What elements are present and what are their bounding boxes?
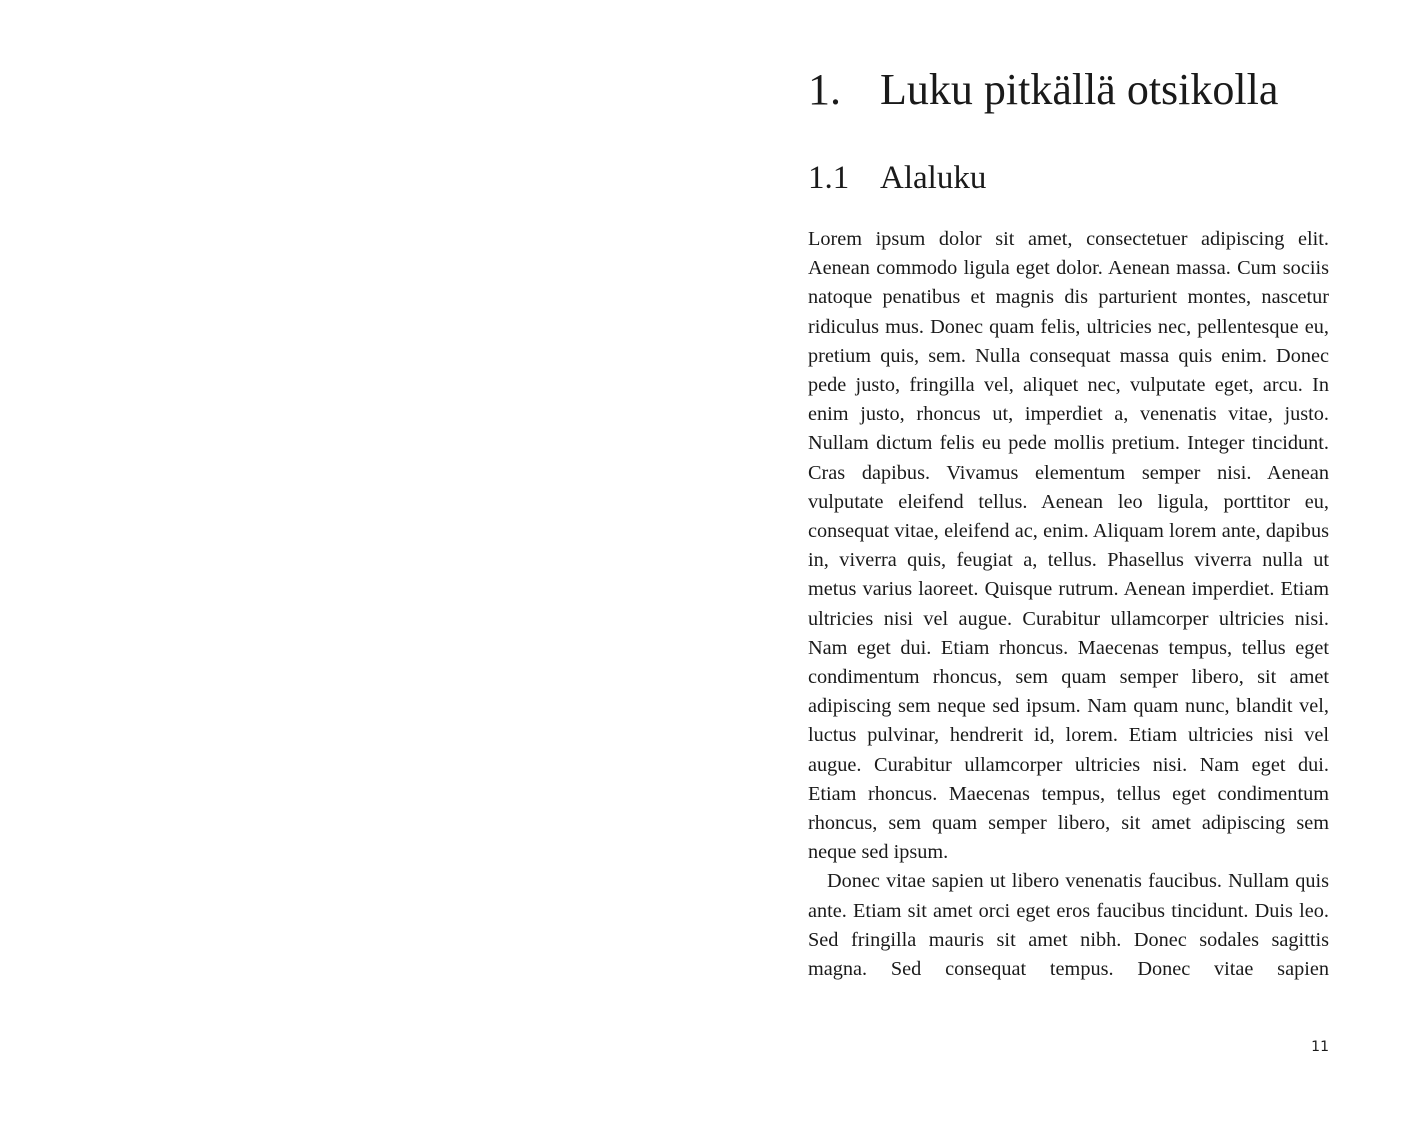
page-number: 11 bbox=[1311, 1039, 1329, 1055]
section-title: Alaluku bbox=[880, 160, 987, 196]
chapter-number: 1. bbox=[808, 65, 841, 114]
right-page bbox=[708, 0, 1417, 1122]
section-heading bbox=[808, 156, 986, 200]
body-paragraph-2: Donec vitae sapien ut libero venenatis faucibus. Nullam quis ante. Etiam sit amet orci eget eros faucibus tincidunt. Duis leo. Sed fringilla mauris sit amet nibh. Donec sodales sagittis magna. Sed consequat tempus. Donec vitae sapien bbox=[808, 870, 1329, 981]
body-paragraph-1: Lorem ipsum dolor sit amet, consectetuer adipiscing elit. Aenean commodo ligula eget dolor. Aenean massa. Cum sociis natoque penatibus et magnis dis parturient montes, nascetur ridiculus mus. Donec quam felis, ultricies nec, pellentesque eu, pretium quis, sem. Nulla consequat massa quis enim. Donec pede justo, fringilla vel, aliquet nec, vulputate eget, arcu. In enim justo, rhoncus ut, imperdiet a, venenatis vitae, justo. Nullam dictum felis eu pede mollis pretium. Integer tincidunt. Cras dapibus. Vivamus elementum semper nisi. Aenean vulputate eleifend tellus. Aenean leo ligula, porttitor eu, consequat vitae, eleifend ac, enim. Aliquam lorem ante, dapibus in, viverra quis, feugiat a, tellus. Phasellus viverra nulla ut metus varius laoreet. Quisque rutrum. Aenean imperdiet. Etiam ultricies nisi vel augue. Curabitur ullamcorper ultricies nisi. Nam eget dui. Etiam rhoncus. Maecenas tempus, tellus eget condimentum rhoncus, sem quam semper libero, sit amet adipiscing sem neque sed ipsum. Nam quam nunc, blandit vel, luctus pulvinar, hendrerit id, lorem. Etiam ultricies nisi vel augue. Curabitur ullamcorper ultricies nisi. Nam eget dui. Etiam rhoncus. Maecenas tempus, tellus eget condimentum rhoncus, sem quam semper libero, sit amet adipiscing sem neque sed ipsum. bbox=[808, 228, 1329, 864]
chapter-title: Luku pitkällä otsikolla bbox=[880, 65, 1279, 114]
chapter-heading bbox=[808, 62, 1368, 118]
left-page-blank bbox=[0, 0, 708, 1122]
section-number: 1.1 bbox=[808, 160, 850, 196]
body-text bbox=[808, 225, 1329, 984]
